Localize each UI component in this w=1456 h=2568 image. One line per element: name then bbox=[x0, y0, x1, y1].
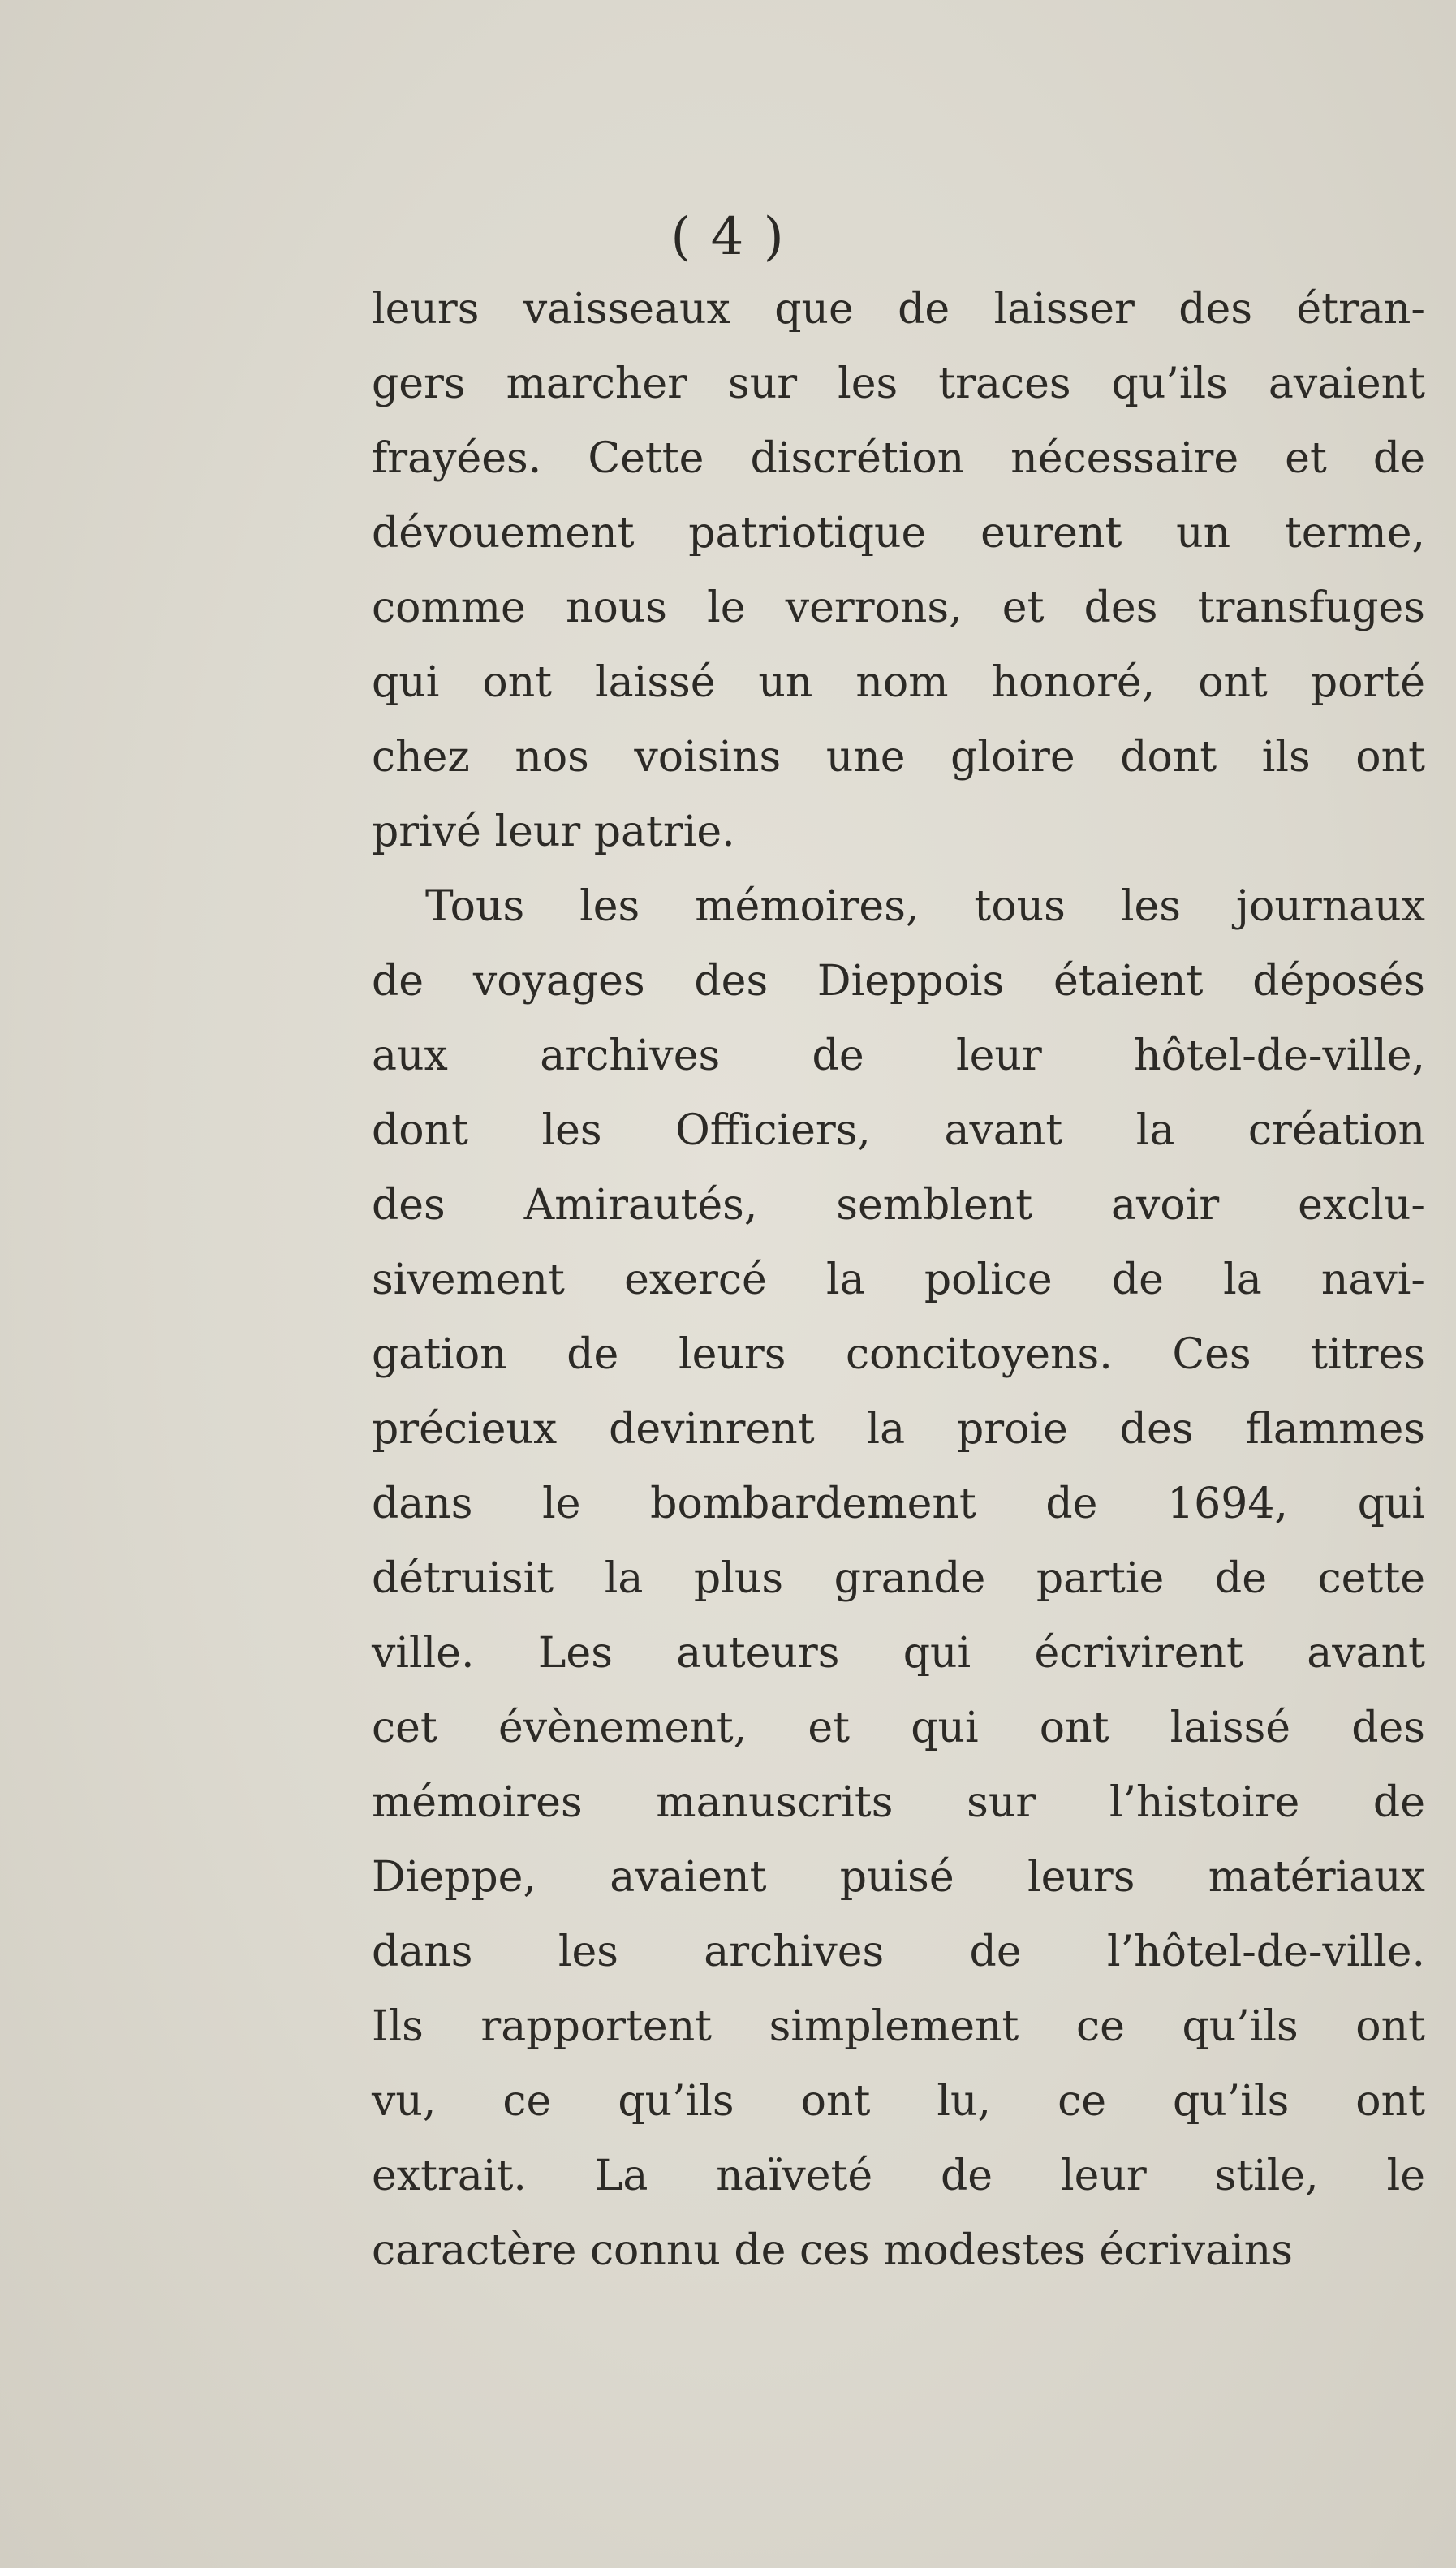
body-text bbox=[372, 272, 1425, 2288]
text-line: caractère connu de ces modestes écrivains bbox=[372, 2226, 1293, 2275]
text-line: précieux devinrent la proie des flammes bbox=[372, 1405, 1425, 1454]
paragraph-start-line: Tous les mémoires, tous les journaux bbox=[425, 882, 1425, 931]
text-line: Dieppe, avaient puisé leurs matériaux bbox=[372, 1853, 1425, 1902]
text-line: aux archives de leur hôtel-de-ville, bbox=[372, 1032, 1425, 1080]
text-line: comme nous le verrons, et des transfuges bbox=[372, 584, 1425, 632]
text-line: extrait. La naïveté de leur stile, le bbox=[372, 2152, 1425, 2200]
text-line: vu, ce qu’ils ont lu, ce qu’ils ont bbox=[372, 2077, 1425, 2126]
page-number: ( 4 ) bbox=[670, 207, 786, 267]
text-line: des Amirautés, semblent avoir exclu- bbox=[372, 1181, 1425, 1230]
text-line: de voyages des Dieppois étaient déposés bbox=[372, 957, 1425, 1006]
text-line: ville. Les auteurs qui écrivirent avant bbox=[372, 1629, 1425, 1678]
text-line: frayées. Cette discrétion nécessaire et de bbox=[372, 434, 1425, 483]
text-line: dans les archives de l’hôtel-de-ville. bbox=[372, 1928, 1425, 1976]
text-line: leurs vaisseaux que de laisser des étran- bbox=[372, 285, 1425, 334]
text-line: mémoires manuscrits sur l’histoire de bbox=[372, 1778, 1425, 1827]
text-line: dont les Officiers, avant la création bbox=[372, 1106, 1425, 1155]
text-line: cet évènement, et qui ont laissé des bbox=[372, 1704, 1425, 1752]
text-line: dans le bombardement de 1694, qui bbox=[372, 1480, 1425, 1528]
text-line: privé leur patrie. bbox=[372, 808, 735, 856]
text-line: Ils rapportent simplement ce qu’ils ont bbox=[372, 2002, 1425, 2051]
text-line: gers marcher sur les traces qu’ils avaient bbox=[372, 360, 1425, 408]
text-line: qui ont laissé un nom honoré, ont porté bbox=[372, 658, 1425, 707]
text-line: chez nos voisins une gloire dont ils ont bbox=[372, 733, 1425, 782]
text-line: dévouement patriotique eurent un terme, bbox=[372, 509, 1425, 558]
text-line: sivement exercé la police de la navi- bbox=[372, 1256, 1425, 1304]
text-line: gation de leurs concitoyens. Ces titres bbox=[372, 1330, 1425, 1379]
text-line: détruisit la plus grande partie de cette bbox=[372, 1554, 1425, 1603]
